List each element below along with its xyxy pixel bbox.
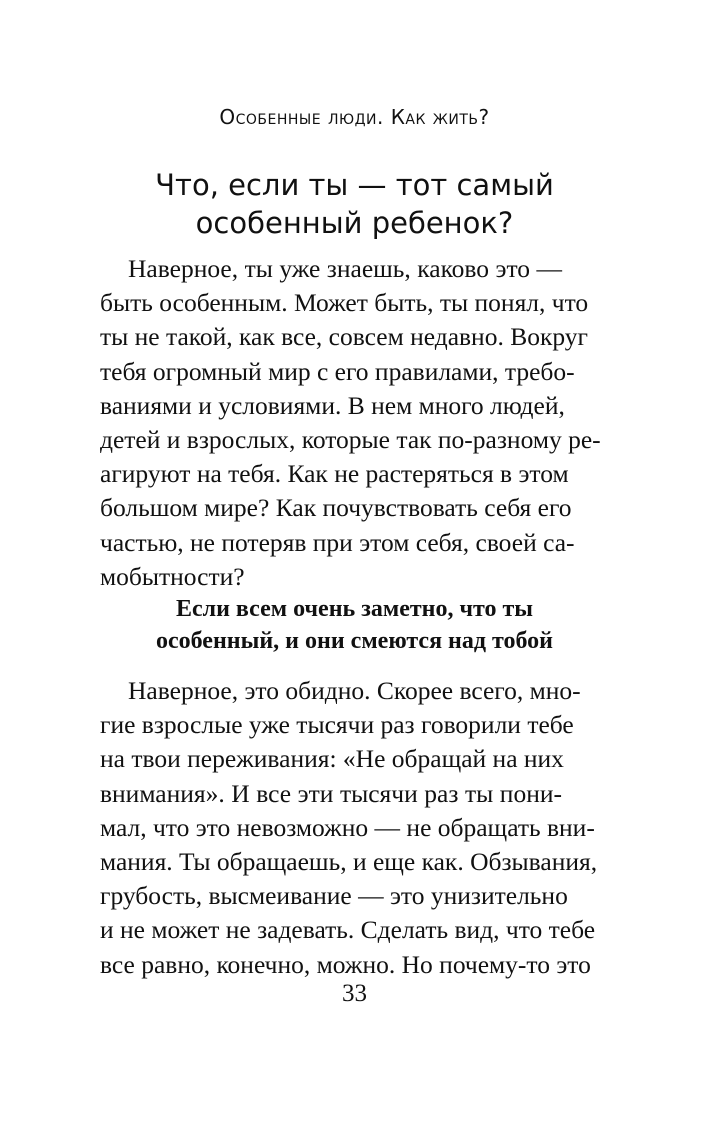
text-line: мобытности? bbox=[100, 561, 245, 591]
paragraph-1 bbox=[100, 252, 601, 594]
text-line: гие взрослые уже тысячи раз говорили тебе bbox=[100, 710, 574, 740]
chapter-title-line: особенный ребенок? bbox=[195, 206, 514, 240]
section-heading-line: особенный, и они смеются над тобой bbox=[155, 628, 554, 654]
chapter-title bbox=[0, 166, 709, 242]
section-heading bbox=[0, 593, 709, 657]
text-line: мания. Ты обращаешь, и еще как. Обзывания, bbox=[100, 847, 598, 877]
running-header: Особенные люди. Как жить? bbox=[219, 105, 490, 129]
text-line: мал, что это невозможно — не обращать вни- bbox=[100, 812, 595, 842]
text-line: и не может не задевать. Сделать вид, что тебе bbox=[100, 915, 596, 945]
text-line: все равно, конечно, можно. Но почему-то это bbox=[100, 949, 591, 979]
text-line: большом мире? Как почувствовать себя его bbox=[100, 493, 572, 523]
text-line: внимания». И все эти тысячи раз ты пони- bbox=[100, 778, 562, 808]
page-number: 33 bbox=[342, 980, 367, 1007]
paragraph-2 bbox=[100, 674, 598, 982]
text-line: на твои переживания: «Не обращай на них bbox=[100, 744, 564, 774]
text-line: Наверное, это обидно. Скорее всего, мно- bbox=[128, 676, 581, 705]
text-line: грубость, высмеивание — это унизительно bbox=[100, 881, 568, 911]
chapter-title-line: Что, если ты — тот самый bbox=[155, 168, 554, 202]
text-line: быть особенным. Может быть, ты понял, что bbox=[100, 288, 589, 318]
text-line: Наверное, ты уже знаешь, каково это — bbox=[128, 254, 562, 283]
text-line: агируют на тебя. Как не растеряться в этом bbox=[100, 459, 569, 489]
text-line: детей и взрослых, которые так по-разному ре- bbox=[100, 425, 601, 455]
text-line: ты не такой, как все, совсем недавно. Вокруг bbox=[100, 322, 588, 352]
text-line: ваниями и условиями. В нем много людей, bbox=[100, 390, 565, 420]
section-heading-line: Если всем очень заметно, что ты bbox=[175, 596, 534, 622]
text-line: тебя огромный мир с его правилами, требо- bbox=[100, 356, 575, 386]
text-line: частью, не потеряв при этом себя, своей са- bbox=[100, 527, 575, 557]
